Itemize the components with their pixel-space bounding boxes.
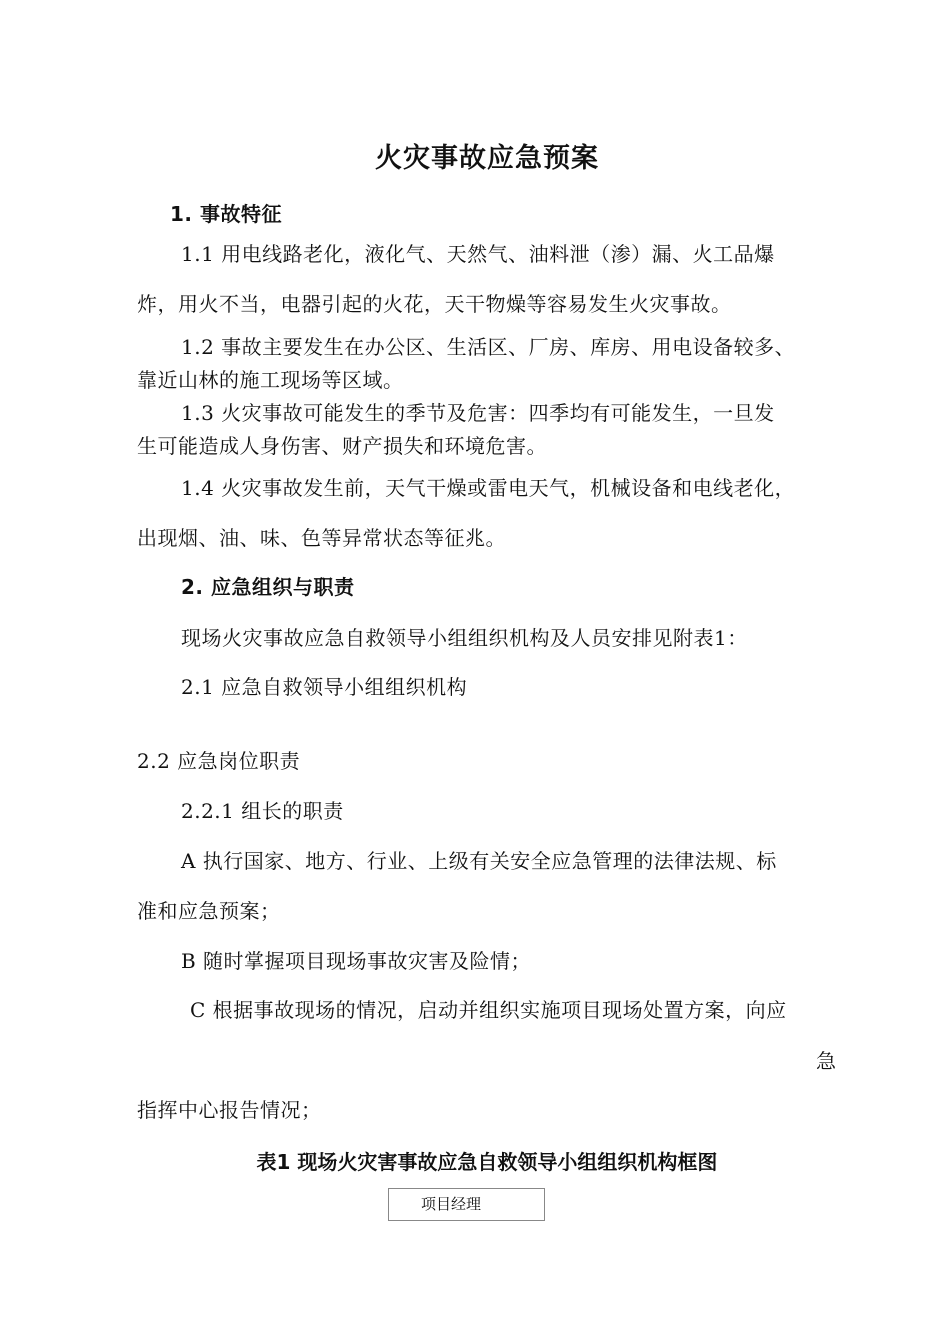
subsection-2-2: 2.2 应急岗位职责	[137, 749, 301, 773]
paragraph-1-3-line1: 1.3 火灾事故可能发生的季节及危害：四季均有可能发生，一旦发	[181, 401, 775, 425]
paragraph-1-4-line2: 出现烟、油、味、色等异常状态等征兆。	[137, 526, 506, 550]
section-heading-2: 2. 应急组织与职责	[181, 575, 355, 599]
org-chart-box-project-manager: 项目经理	[388, 1188, 545, 1221]
paragraph-1-1-line1: 1.1 用电线路老化，液化气、天然气、油料泄（渗）漏、火工品爆	[181, 242, 775, 266]
item-c-line3: 指挥中心报告情况；	[137, 1098, 322, 1122]
paragraph-1-1-line2: 炸，用火不当，电器引起的火花，天干物燥等容易发生火灾事故。	[137, 292, 732, 316]
subsection-2-2-1: 2.2.1 组长的职责	[181, 799, 344, 823]
item-b: B 随时掌握项目现场事故灾害及险情；	[181, 949, 532, 973]
item-c-line1: C 根据事故现场的情况，启动并组织实施项目现场处置方案，向应	[190, 998, 787, 1022]
subsection-2-1: 2.1 应急自救领导小组组织机构	[181, 675, 468, 699]
paragraph-1-3-line2: 生可能造成人身伤害、财产损失和环境危害。	[137, 434, 547, 458]
item-a-line2: 准和应急预案；	[137, 899, 281, 923]
document-title: 火灾事故应急预案	[375, 143, 599, 174]
paragraph-1-4-line1: 1.4 火灾事故发生前，天气干燥或雷电天气，机械设备和电线老化，	[181, 476, 796, 500]
table-1-caption: 表1 现场火灾害事故应急自救领导小组组织机构框图	[256, 1150, 718, 1174]
section-heading-1: 1. 事故特征	[170, 202, 282, 226]
item-c-line2: 急	[816, 1049, 837, 1073]
section-2-intro: 现场火灾事故应急自救领导小组组织机构及人员安排见附表1：	[181, 626, 748, 650]
paragraph-1-2-line1: 1.2 事故主要发生在办公区、生活区、厂房、库房、用电设备较多、	[181, 335, 796, 359]
item-a-line1: A 执行国家、地方、行业、上级有关安全应急管理的法律法规、标	[181, 849, 777, 873]
paragraph-1-2-line2: 靠近山林的施工现场等区域。	[137, 368, 404, 392]
